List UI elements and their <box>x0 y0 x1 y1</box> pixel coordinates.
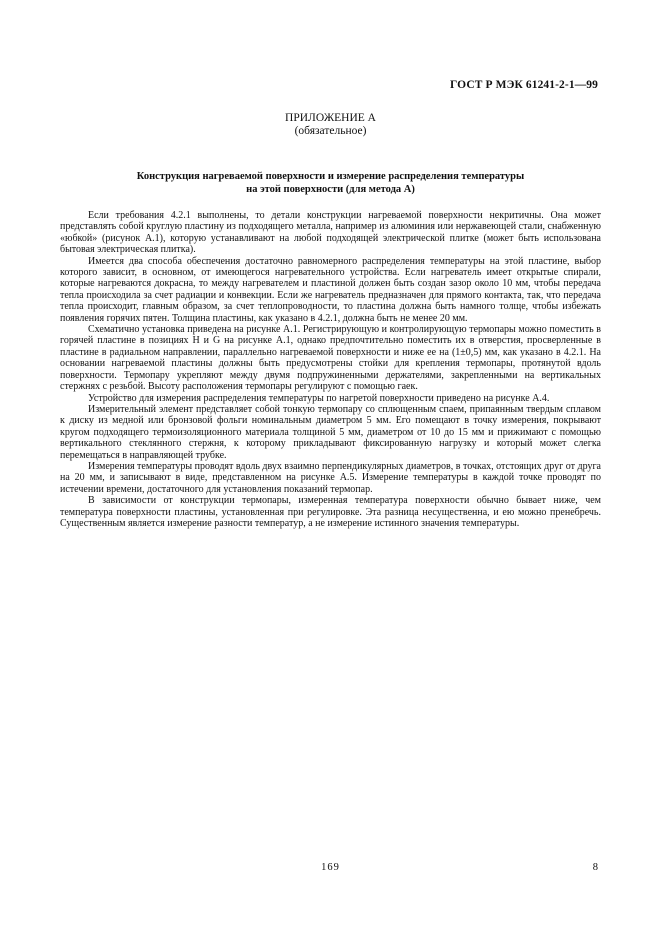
appendix-heading <box>0 112 661 138</box>
appendix-status: (обязательное) <box>294 125 367 137</box>
paragraph: Измерительный элемент представляет собой тонкую термопару со сплющенным спаем, припаянным твердым сплавом к диску из медной или бронзовой фольги номинальным диаметром 5 мм. Его помещают в точку измерения, покрывают кругом подходящего термоизоляционного материала толщиной 5 мм, диаметром от 10 до 15 мм и прижимают с помощью вертикального стеклянного стержня, к которому прикладывают фиксированную нагрузку и который может слегка перемещаться в направляющей трубке. <box>60 403 601 461</box>
paragraph: Устройство для измерения распределения температуры по нагретой поверхности приведено на рисунке А.4. <box>88 392 550 404</box>
paragraph: Если требования 4.2.1 выполнены, то детали конструкции нагреваемой поверхности некритичны. Она может представлять собой круглую пластину из подходящего металла, например из алюминия или нержавеющей стали, снабженную «юбкой» (рисунок А.1), которую устанавливают на любой подходящей электрической плитке (может быть использована бытовая электрическая плитка). <box>60 210 601 256</box>
paragraph: В зависимости от конструкции термопары, измеренная температура поверхности обычно бывает ниже, чем температура поверхности пластины, установленная при регулировке. Эта разница несущественна, и ею можно пренебречь. Существенным является измерение разности температур, а не измерение истинного значения температуры. <box>60 495 601 529</box>
paragraph: Измерения температуры проводят вдоль двух взаимно перпендикулярных диаметров, в точках, отстоящих друг от друга на 20 мм, и записывают в виде, представленном на рисунке А.5. Измерение температуры в каждой точке проводят по истечении времени, достаточного для установления показаний термопар. <box>60 460 601 495</box>
appendix-label: ПРИЛОЖЕНИЕ А <box>285 112 376 124</box>
paragraph: Имеется два способа обеспечения достаточно равномерного распределения температуры на этой пластине, выбор которого зависит, в основном, от имеющегося нагревательного устройства. Если нагреватель имеет открытые спирали, которые нагреваются докрасна, то между нагревателем и пластиной должен быть создан зазор около 10 мм, чтобы передача тепла происходила за счет радиации и конвекции. Если же нагреватель предназначен для прямого контакта, так, что передача тепла происходит, главным образом, за счет теплопроводности, то пластина должна быть намного толще, чтобы избежать появления горячих пятен. Толщина пластины, как указано в 4.2.1, должна быть не менее 20 мм. <box>60 255 601 324</box>
section-title-line-1: Конструкция нагреваемой поверхности и измерение распределения температуры <box>136 171 525 182</box>
body-text <box>60 210 601 529</box>
paragraph: Схематично установка приведена на рисунке А.1. Регистрирующую и контролирующую термопары можно поместить в горячей пластине в позициях H и G на рисунке А.1, однако предпочтительно поместить их в отверстия, просверленные в пластине в радиальном направлении, параллельно нагреваемой поверхности и ниже ее на (1±0,5) мм, как указано в 4.2.1. На основании нагреваемой пластины должны быть предусмотрены стойки для крепления термопары, протянутой вдоль поверхности. Термопару укрепляют между двумя подпружиненными держателями, закрепленными на вертикальных стержнях с резьбой. Высоту расположения термопары регулируют с помощью гаек. <box>60 324 601 393</box>
standard-code-header: ГОСТ Р МЭК 61241-2-1—99 <box>450 79 598 91</box>
corner-page-number: 8 <box>592 862 598 873</box>
page-number: 169 <box>321 862 340 873</box>
section-title-line-2: на этой поверхности (для метода А) <box>246 183 415 195</box>
section-title <box>60 171 601 196</box>
